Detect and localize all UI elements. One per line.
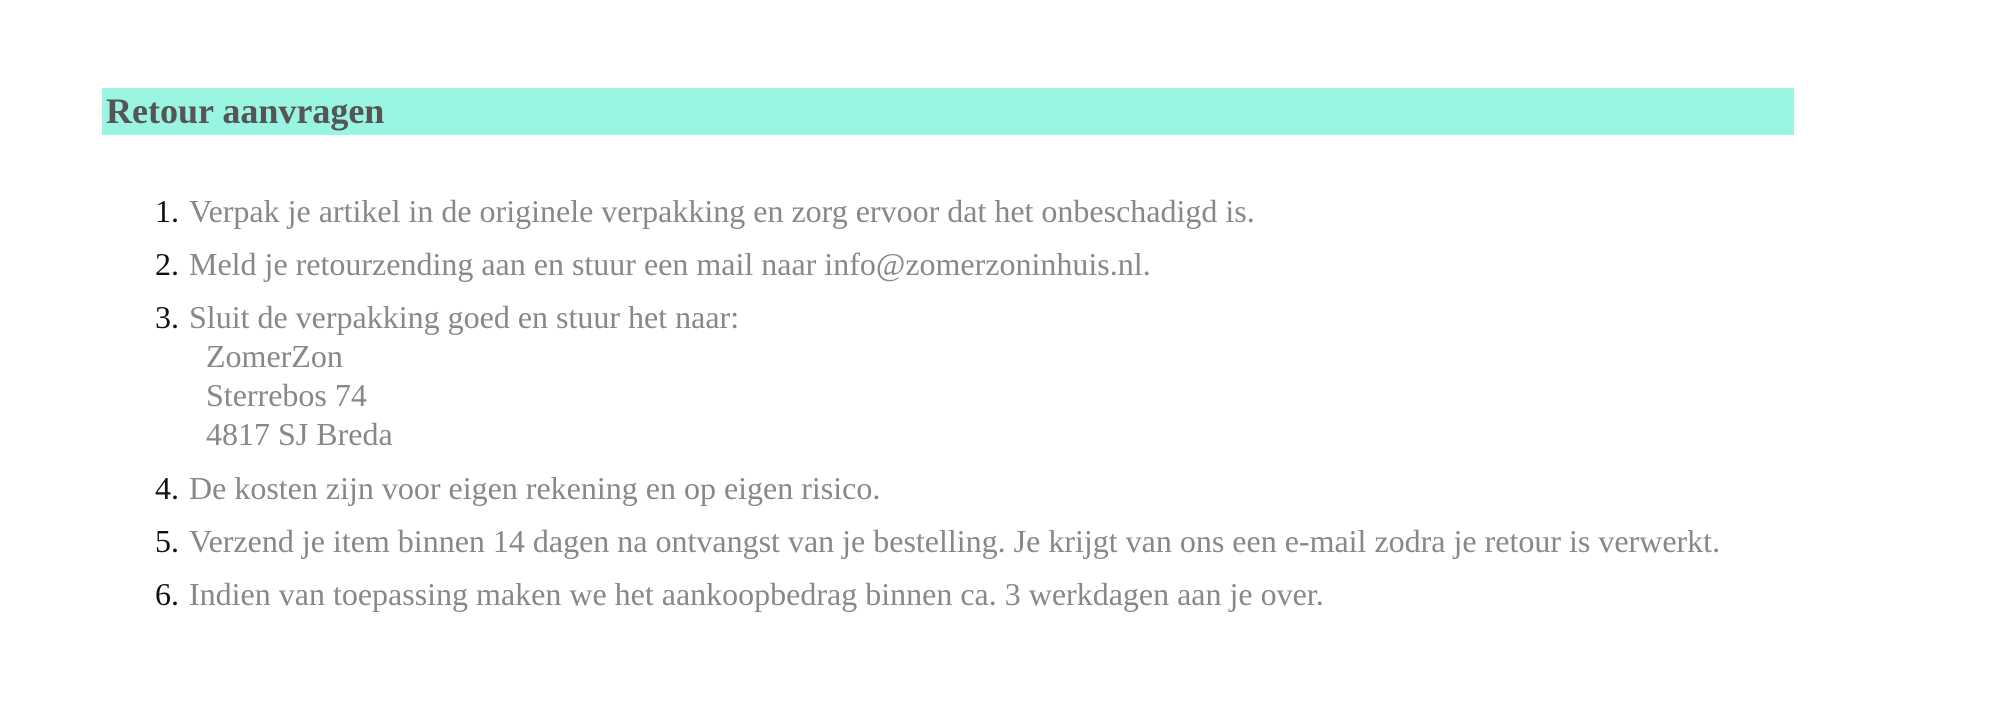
step-text: Indien van toepassing maken we het aankoopbedrag binnen ca. 3 werkdagen aan je over. xyxy=(189,576,1324,612)
section-heading-bar xyxy=(102,88,1794,135)
step-number: 1. xyxy=(155,193,179,229)
section-title: Retour aanvragen xyxy=(106,91,385,131)
step-number: 2. xyxy=(155,246,179,282)
step-number: 3. xyxy=(155,299,179,335)
step-text: Verpak je artikel in de originele verpakking en zorg ervoor dat het onbeschadigd is. xyxy=(189,193,1255,229)
step-text: Meld je retourzending aan en stuur een mail naar info@zomerzoninhuis.nl. xyxy=(189,246,1151,282)
address-street: Sterrebos 74 xyxy=(206,377,367,413)
step-number: 6. xyxy=(155,576,179,612)
step-text: Sluit de verpakking goed en stuur het naar: xyxy=(189,299,740,335)
address-city: 4817 SJ Breda xyxy=(206,416,393,452)
step-text: De kosten zijn voor eigen rekening en op eigen risico. xyxy=(189,470,881,506)
address-name: ZomerZon xyxy=(206,338,343,374)
step-number: 5. xyxy=(155,523,179,559)
step-text: Verzend je item binnen 14 dagen na ontvangst van je bestelling. Je krijgt van ons een e-mail zodra je retour is verwerkt. xyxy=(189,523,1721,559)
step-number: 4. xyxy=(155,470,179,506)
